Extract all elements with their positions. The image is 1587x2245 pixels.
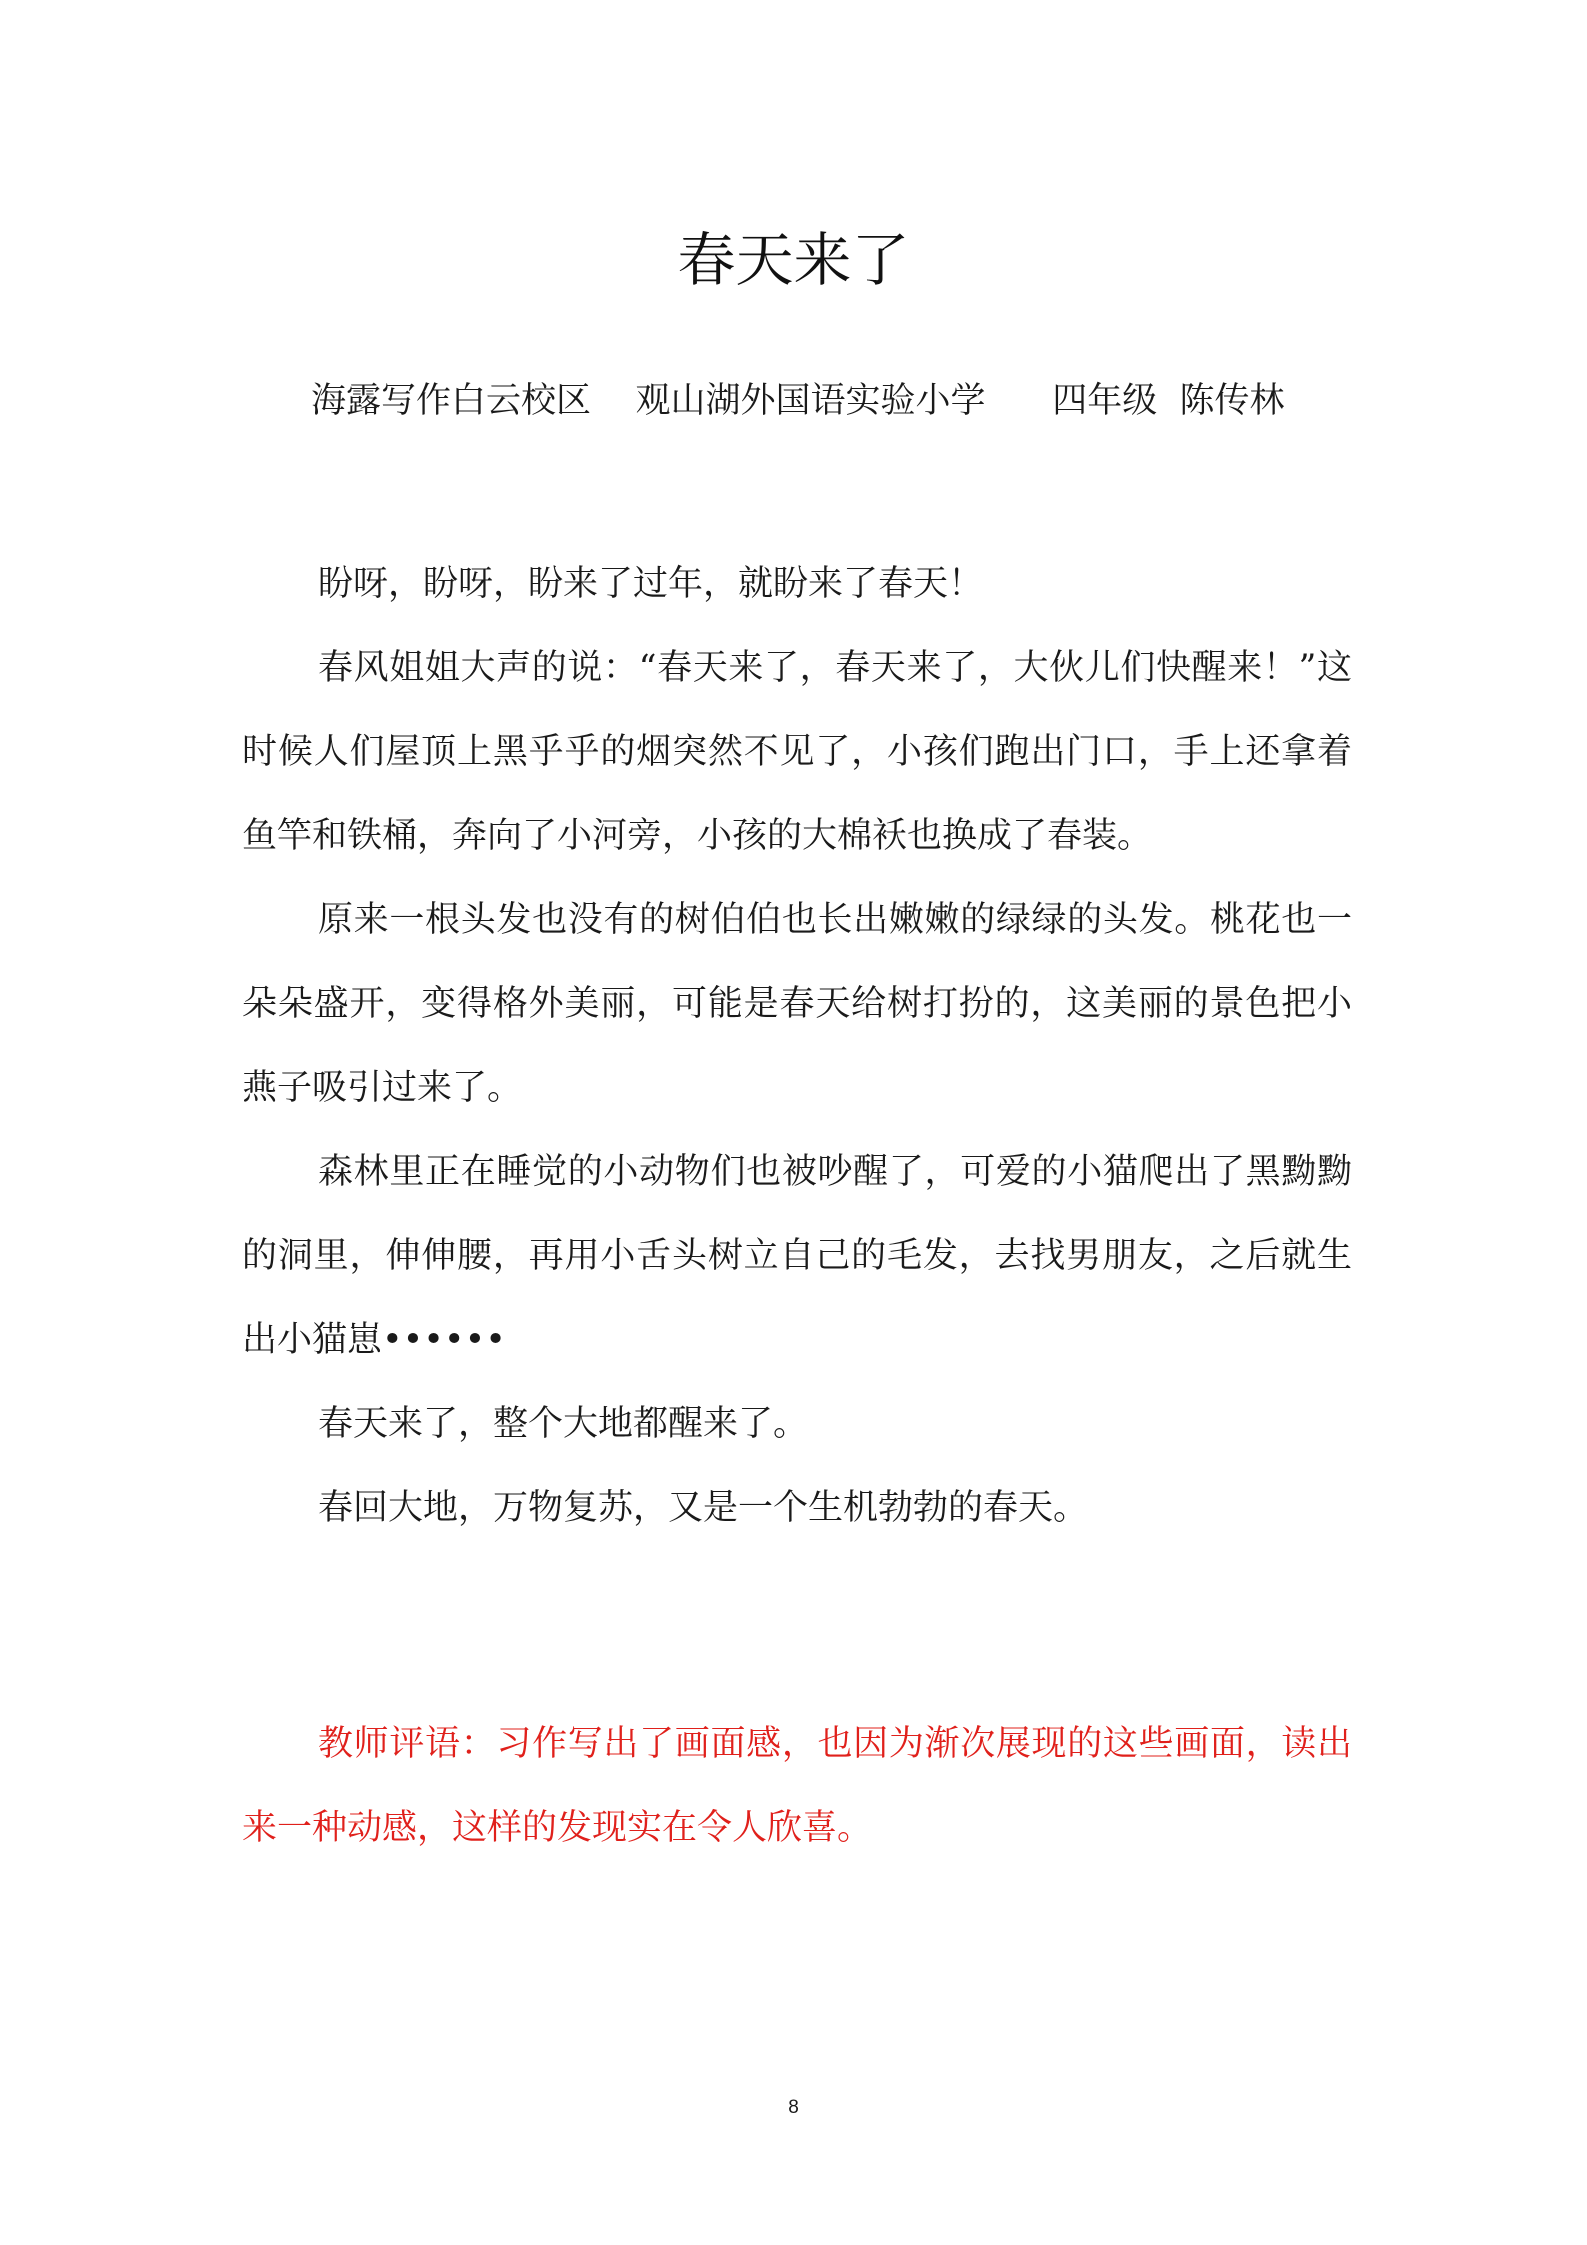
paragraph: 森林里正在睡觉的小动物们也被吵醒了，可爱的小猫爬出了黑黝黝的洞里，伸伸腰，再用小舌头树立自己的毛发，去找男朋友，之后就生出小猫崽•••••• <box>242 1152 1352 1360</box>
essay-title: 春天来了 <box>677 226 910 294</box>
paragraph: 原来一根头发也没有的树伯伯也长出嫩嫩的绿绿的头发。桃花也一朵朵盛开，变得格外美丽，可能是春天给树打扮的，这美丽的景色把小燕子吸引过来了。 <box>242 900 1352 1108</box>
paragraph: 春回大地，万物复苏，又是一个生机勃勃的春天。 <box>318 1488 1089 1528</box>
author-byline: 海露写作白云校区 观山湖外国语实验小学 四年级 陈传林 <box>311 381 1285 421</box>
paragraph: 春风姐姐大声的说：“春天来了，春天来了，大伙儿们快醒来！”这时候人们屋顶上黑乎乎的烟突然不见了，小孩们跑出门口，手上还拿着鱼竿和铁桶，奔向了小河旁，小孩的大棉袄也换成了春装。 <box>242 648 1352 856</box>
teacher-comment: 教师评语：习作写出了画面感，也因为渐次展现的这些画面，读出来一种动感，这样的发现实在令人欣喜。 <box>242 1724 1352 1848</box>
paragraph: 春天来了，整个大地都醒来了。 <box>318 1404 809 1444</box>
paragraph: 盼呀，盼呀，盼来了过年，就盼来了春天！ <box>318 564 984 604</box>
essay-body <box>242 542 1352 1550</box>
page-number: 8 <box>788 2097 799 2118</box>
